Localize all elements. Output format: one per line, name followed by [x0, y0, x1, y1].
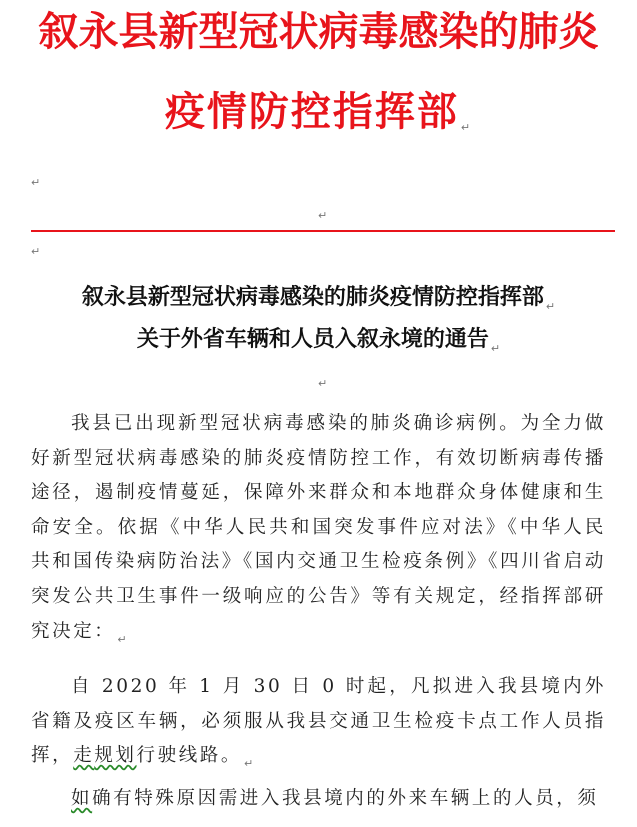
red-header-line-2	[0, 88, 637, 152]
body-paragraph-2-text: 自 2020 年 1 月 30 日 0 时起，凡拟进入我县境内外省籍及疫区车辆，必须服从我县交通卫生检疫卡点工作人员指挥，	[31, 676, 606, 767]
paragraph-mark-icon: ↵	[117, 632, 130, 646]
red-header-line-2-text: 疫情防控指挥部	[164, 89, 459, 135]
red-header-line-1	[0, 8, 637, 56]
body-paragraph-1-text: 我县已出现新型冠状病毒感染的肺炎确诊病例。为全力做好新型冠状病毒感染的肺炎疫情防控工作，有效切断病毒传播途径，遏制疫情蔓延，保障外来群众和本地群众身体健康和生命安全。依据《中华人民共和国突发事件应对法》《中华人民共和国传染病防治法》《国内交通卫生检疫条例》《四川省启动突发公共卫生事件一级响应的公告》等有关规定，经指挥部研究决定：	[31, 413, 606, 642]
red-header-line-1-text: 叙永县新型冠状病毒感染的肺炎	[38, 9, 599, 55]
paragraph-mark-icon: ↵	[318, 377, 328, 390]
spellcheck-underlined-word: 如	[71, 788, 93, 809]
notice-title-line-2	[0, 324, 637, 364]
notice-title-line-1-text: 叙永县新型冠状病毒感染的肺炎疫情防控指挥部	[81, 284, 544, 310]
body-paragraph-2	[31, 670, 606, 782]
paragraph-mark-icon: ↵	[31, 176, 41, 189]
red-divider-line	[31, 230, 615, 232]
paragraph-mark-icon: ↵	[244, 757, 256, 771]
paragraph-mark-icon: ↵	[31, 245, 41, 258]
body-paragraph-1	[31, 407, 606, 657]
paragraph-mark-icon: ↵	[545, 300, 556, 313]
notice-title-line-1	[0, 282, 637, 322]
spellcheck-underlined-word: 走	[73, 745, 95, 767]
paragraph-mark-icon: ↵	[318, 209, 328, 222]
paragraph-mark-icon: ↵	[490, 342, 501, 355]
body-paragraph-3-text: 确有特殊原因需进入我县境内的外来车辆上的人员，须	[92, 788, 599, 809]
notice-title-line-2-text: 关于外省车辆和人员入叙永境的通告	[136, 326, 489, 352]
body-paragraph-3	[31, 782, 606, 817]
body-paragraph-2-tail: 行驶线路。	[136, 745, 243, 767]
paragraph-mark-icon: ↵	[460, 121, 473, 134]
spellcheck-underlined-word: 规划	[94, 745, 137, 767]
